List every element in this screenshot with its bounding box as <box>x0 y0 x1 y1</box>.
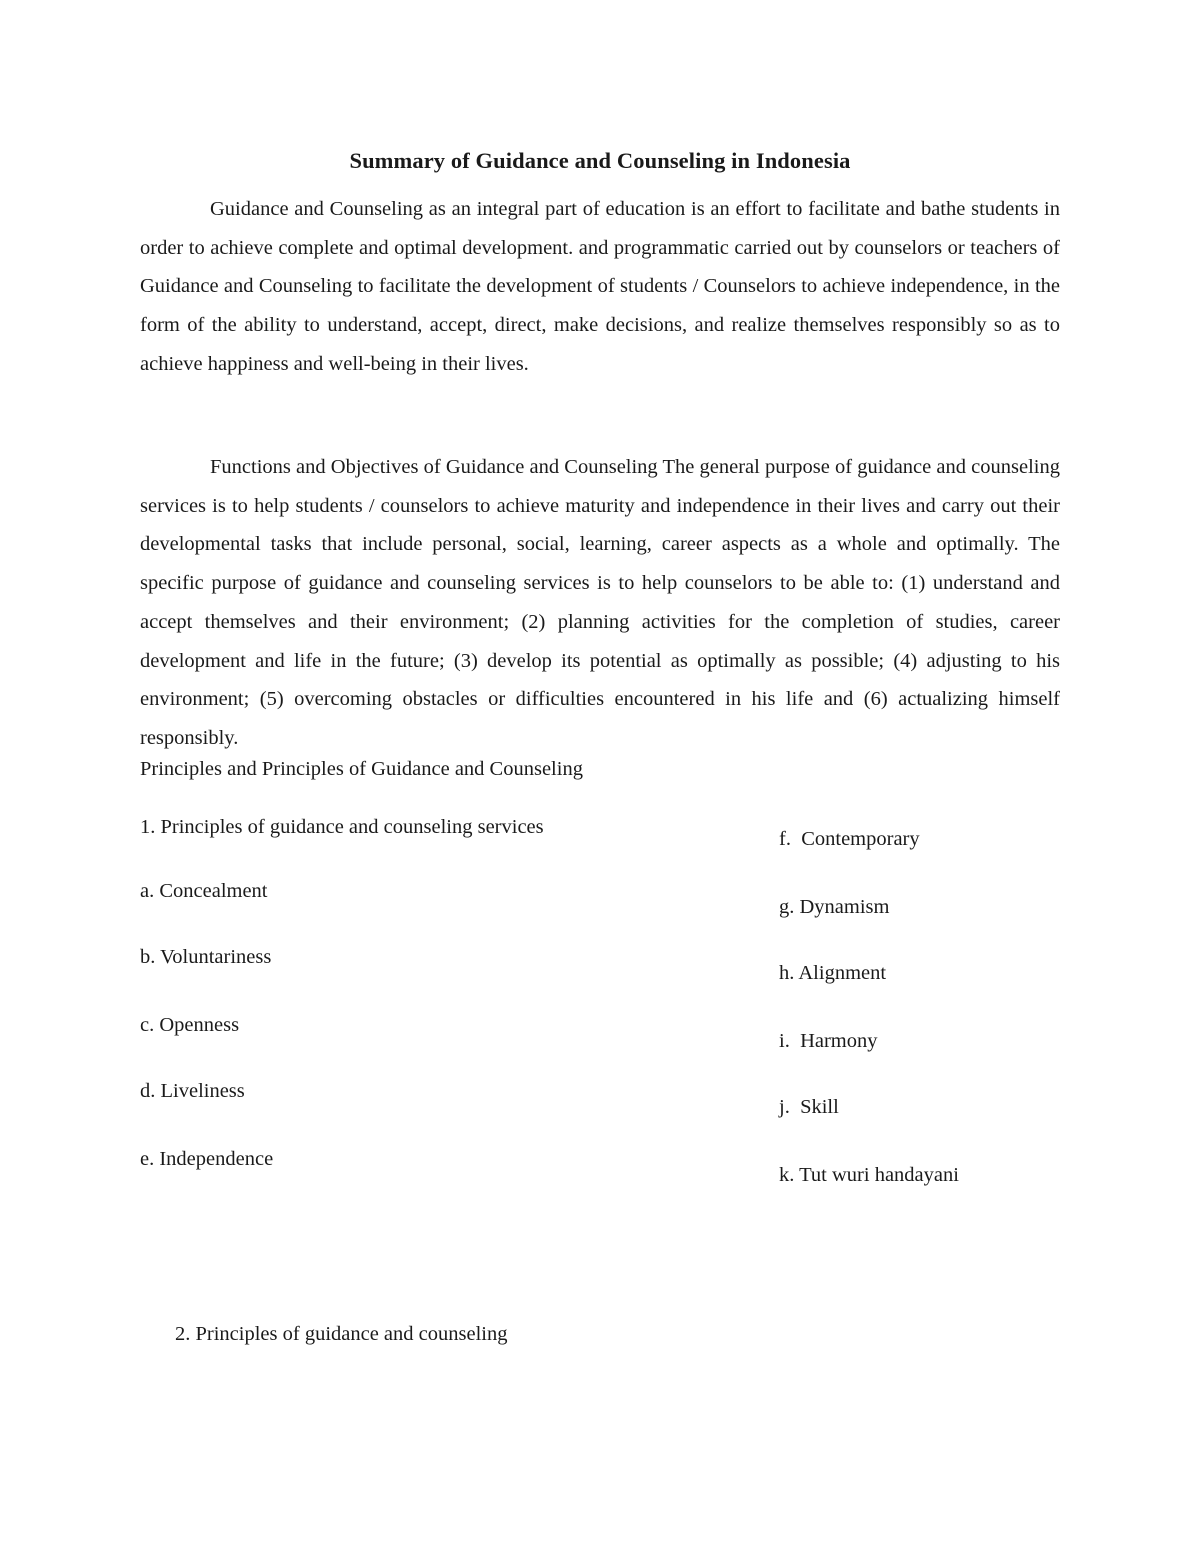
list-item: e. Independence <box>140 1148 274 1170</box>
paragraph-introduction: Guidance and Counseling as an integral part of education is an effort to facilitate and bathe students in order to achieve complete and optimal development. and programmatic carried out by counselors or teachers of Guidance and Counseling to facilitate the development of students / Counselors to achieve independence, in the form of the ability to understand, accept, direct, make decisions, and realize themselves responsibly so as to achieve happiness and well-being in their lives. <box>140 198 1060 375</box>
paragraph-functions-objectives: Functions and Objectives of Guidance and Counseling The general purpose of guidance and counseling services is to help students / counselors to achieve maturity and independence in their lives and carry out their developmental tasks that include personal, social, learning, career aspects as a whole and optimally. The specific purpose of guidance and counseling services is to help counselors to be able to: (1) understand and accept themselves and their environment; (2) planning activities for the completion of studies, career development and life in the future; (3) develop its potential as optimally as possible; (4) adjusting to his environment; (5) overcoming obstacles or difficulties encountered in his life and (6) actualizing himself responsibly. <box>140 456 1060 749</box>
list-item: k. Tut wuri handayani <box>779 1164 959 1186</box>
list-item: i. Harmony <box>779 1030 878 1052</box>
list-item: 1. Principles of guidance and counseling services <box>140 816 544 838</box>
document-title: Summary of Guidance and Counseling in Indonesia <box>349 148 851 173</box>
list-item: h. Alignment <box>779 962 887 984</box>
list-item: b. Voluntariness <box>140 946 272 968</box>
list-item: c. Openness <box>140 1014 240 1036</box>
section-2-heading: 2. Principles of guidance and counseling <box>175 1323 508 1345</box>
list-item: f. Contemporary <box>779 828 920 850</box>
list-item: d. Liveliness <box>140 1080 245 1102</box>
principles-heading: Principles and Principles of Guidance and Counseling <box>140 758 583 780</box>
list-item: g. Dynamism <box>779 896 890 918</box>
list-item: j. Skill <box>779 1096 839 1118</box>
list-item: a. Concealment <box>140 880 268 902</box>
